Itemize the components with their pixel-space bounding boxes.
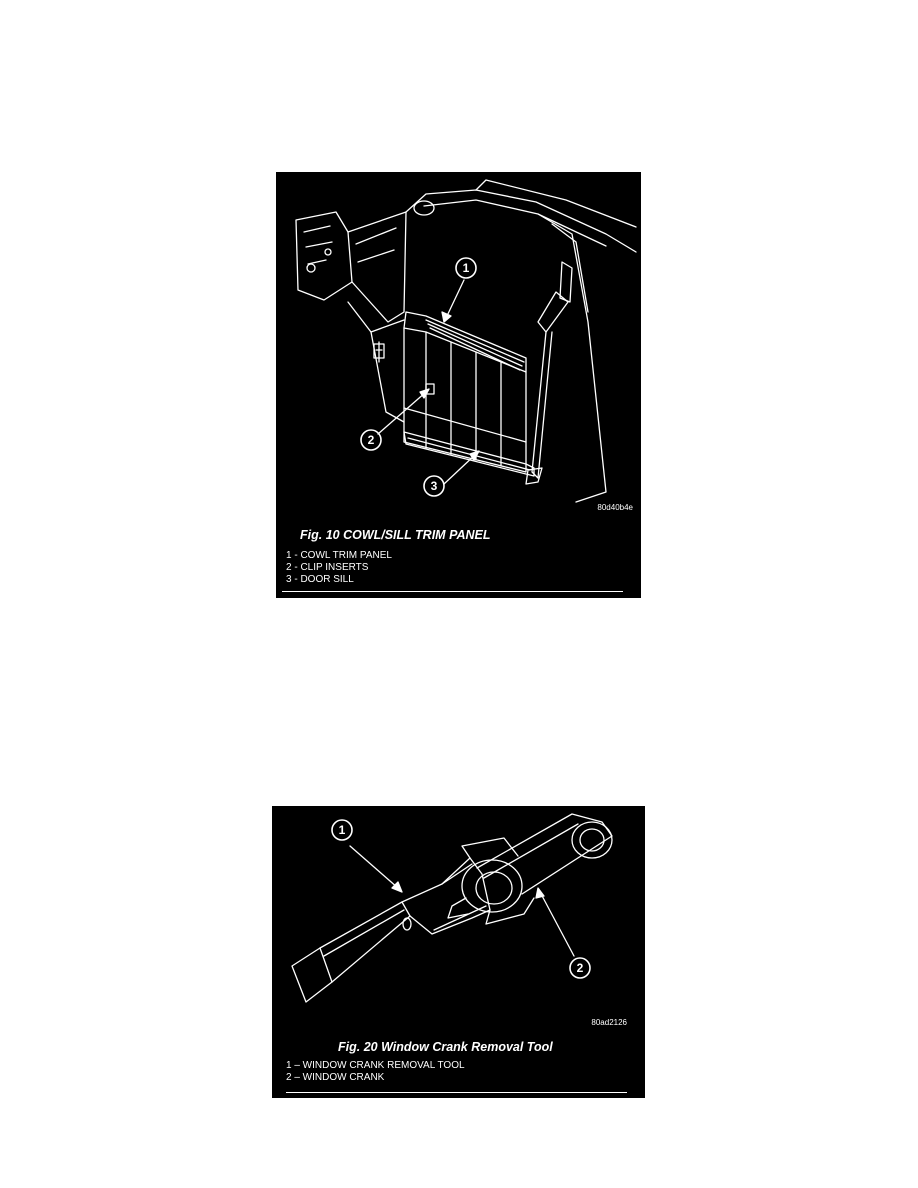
figure-window-crank-removal-tool [272, 806, 645, 1098]
window-crank-illustration [272, 806, 645, 1026]
legend-item: 1 – WINDOW CRANK REMOVAL TOOL [286, 1060, 465, 1071]
callout-2: 2 [367, 433, 375, 447]
callout-1: 1 [462, 261, 470, 275]
caption-rule [282, 591, 623, 592]
image-code: 80ad2126 [591, 1018, 627, 1027]
callout-3: 3 [430, 479, 438, 493]
callout-1: 1 [338, 823, 346, 837]
callout-2: 2 [576, 961, 584, 975]
figure-legend [286, 550, 392, 586]
legend-item: 2 - CLIP INSERTS [286, 562, 369, 573]
caption-rule [286, 1092, 627, 1093]
legend-item: 2 – WINDOW CRANK [286, 1072, 385, 1083]
figure-caption: Fig. 10 COWL/SILL TRIM PANEL [300, 528, 491, 542]
legend-item: 3 - DOOR SILL [286, 574, 354, 585]
cowl-sill-illustration [276, 172, 641, 512]
figure-legend [286, 1060, 465, 1084]
image-code: 80d40b4e [597, 503, 633, 512]
figure-caption: Fig. 20 Window Crank Removal Tool [338, 1040, 553, 1054]
figure-cowl-sill-trim-panel [276, 172, 641, 598]
legend-item: 1 - COWL TRIM PANEL [286, 550, 392, 561]
